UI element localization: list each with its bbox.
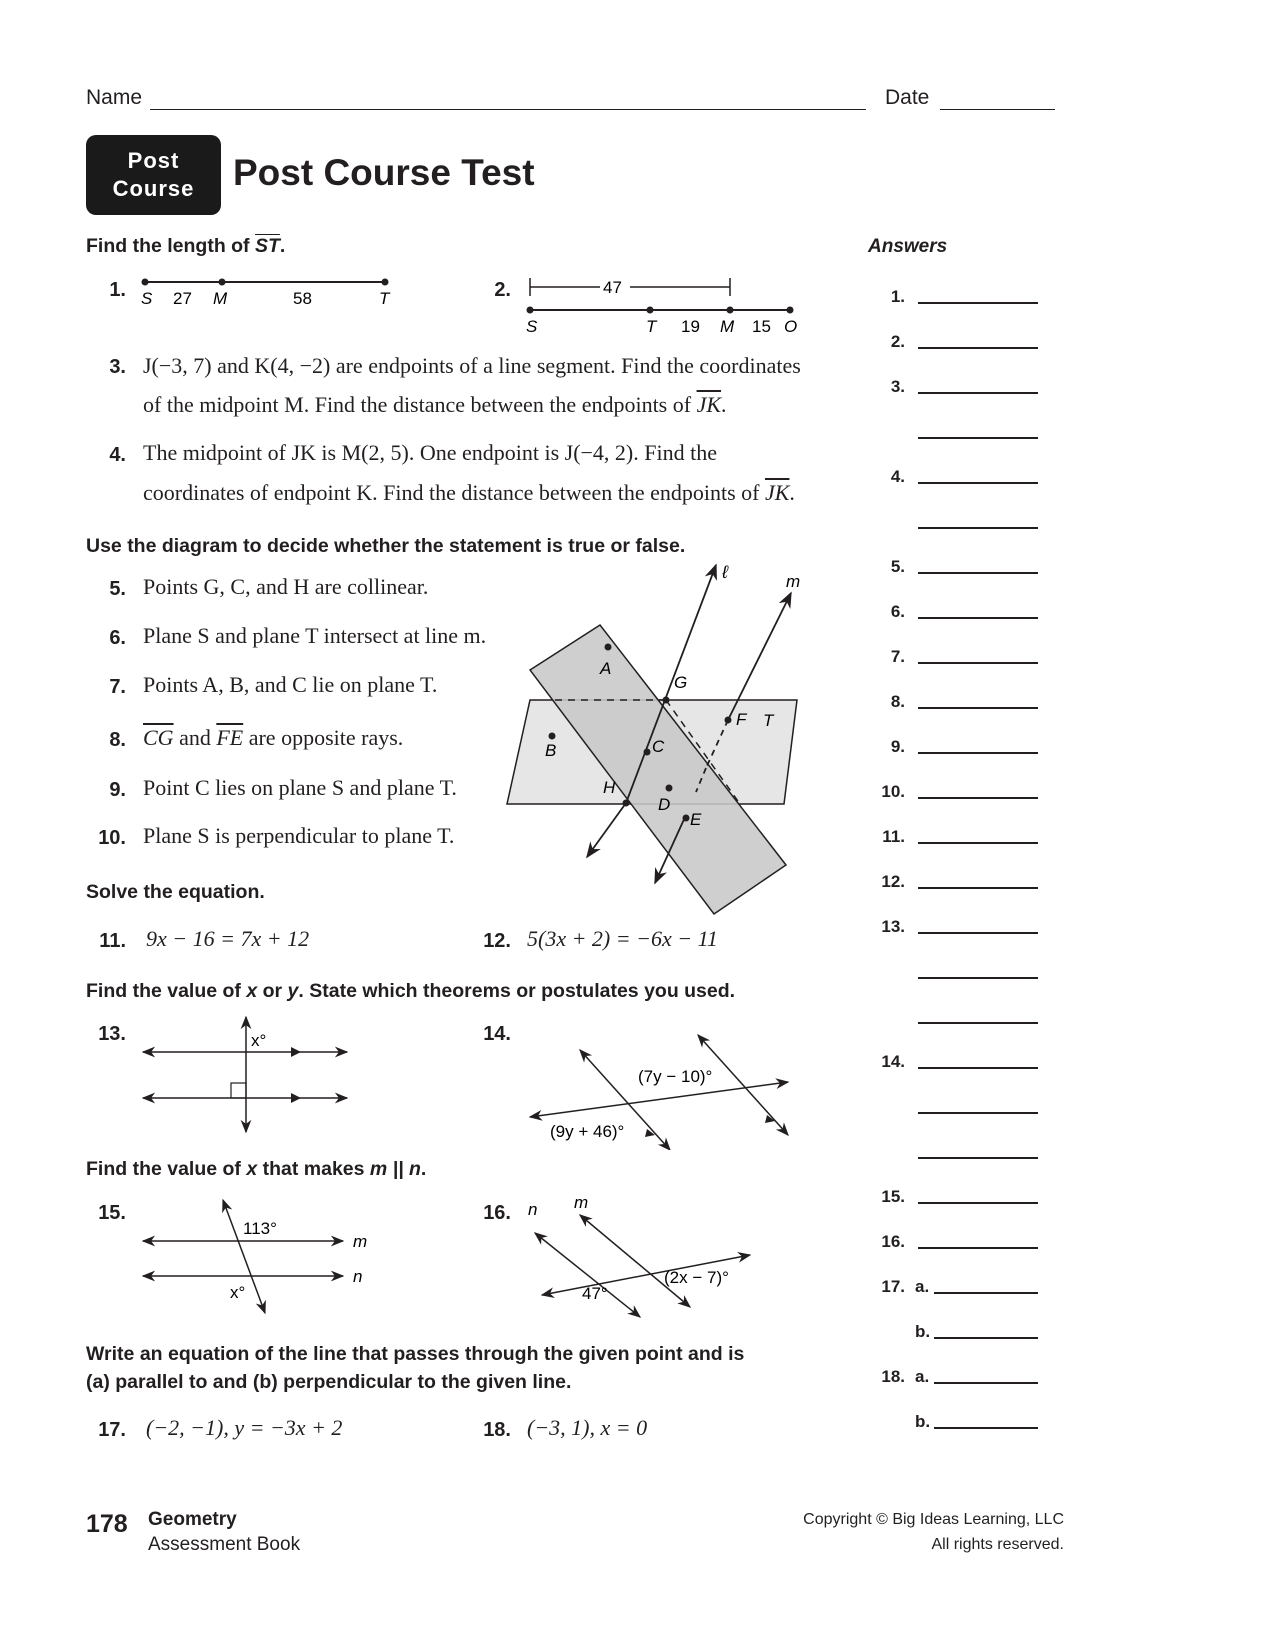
- p16-angle-2x: (2x − 7)°: [664, 1268, 729, 1287]
- answer-label-16: 16.: [881, 1232, 905, 1251]
- page-number: 178: [86, 1510, 128, 1538]
- course-badge: [86, 135, 221, 215]
- label-b: B: [545, 741, 557, 760]
- date-label: Date: [885, 86, 930, 109]
- problem-12-number: 12.: [483, 930, 511, 952]
- p2-label-19: 19: [681, 317, 700, 335]
- answer-label-10: 10.: [881, 782, 905, 801]
- p2-label-15: 15: [752, 317, 771, 335]
- diagram-15: [135, 1195, 385, 1320]
- segment-diagram-1: [135, 270, 395, 312]
- name-label: Name: [86, 86, 143, 109]
- p2-label-47: 47: [603, 278, 622, 297]
- book-subtitle: Assessment Book: [148, 1534, 301, 1555]
- problem-4-number: 4.: [109, 444, 126, 466]
- p15-line-n: n: [353, 1267, 363, 1286]
- problem-1-number: 1.: [109, 279, 126, 301]
- answer-line-12[interactable]: [918, 887, 1038, 889]
- problem-18-text: (−3, 1), x = 0: [527, 1415, 648, 1440]
- answer-18-sub-a: a.: [915, 1367, 930, 1386]
- answer-line-14c[interactable]: [918, 1157, 1038, 1159]
- problem-17-text: (−2, −1), y = −3x + 2: [146, 1415, 343, 1440]
- planes-diagram: [500, 560, 840, 925]
- problem-17-number: 17.: [98, 1419, 126, 1441]
- answer-line-15[interactable]: [918, 1202, 1038, 1204]
- label-e: E: [690, 810, 702, 829]
- label-m: m: [786, 572, 801, 591]
- p1-label-27: 27: [173, 289, 192, 308]
- problem-11-text: 9x − 16 = 7x + 12: [146, 926, 310, 951]
- answer-label-9: 9.: [890, 737, 905, 756]
- problem-8-number: 8.: [109, 729, 126, 751]
- label-d: D: [658, 795, 671, 814]
- answer-label-13: 13.: [881, 917, 905, 936]
- answer-label-17: 17.: [881, 1277, 905, 1296]
- badge-line2: Course: [112, 176, 195, 201]
- problem-18-number: 18.: [483, 1419, 511, 1441]
- copyright-line-1: Copyright © Big Ideas Learning, LLC: [803, 1511, 1064, 1528]
- problem-16-number: 16.: [483, 1202, 511, 1224]
- p1-label-s: S: [141, 289, 153, 308]
- label-t: T: [763, 711, 774, 730]
- answer-line-3b[interactable]: [918, 437, 1038, 439]
- answer-line-9[interactable]: [918, 752, 1038, 754]
- problem-10-number: 10.: [98, 827, 126, 849]
- label-g: G: [674, 673, 688, 692]
- problem-6-text: Plane S and plane T intersect at line m.: [143, 623, 487, 648]
- answer-line-17b[interactable]: [934, 1337, 1038, 1339]
- p14-angle-1: (7y − 10)°: [638, 1067, 713, 1086]
- answer-label-18: 18.: [881, 1367, 905, 1386]
- diagram-16: [520, 1195, 790, 1325]
- p2-label-s: S: [526, 317, 538, 335]
- answer-line-16[interactable]: [918, 1247, 1038, 1249]
- badge-line1: Post: [127, 148, 180, 173]
- answer-line-6[interactable]: [918, 617, 1038, 619]
- answer-line-1[interactable]: [918, 302, 1038, 304]
- p1-label-t: T: [379, 289, 390, 308]
- p15-angle-113: 113°: [243, 1219, 277, 1238]
- section-heading-equation-line-2: (a) parallel to and (b) perpendicular to the given line.: [86, 1371, 572, 1393]
- name-field[interactable]: [150, 109, 866, 110]
- answer-label-4: 4.: [890, 467, 905, 486]
- label-f: F: [736, 710, 747, 729]
- p16-angle-47: 47°: [582, 1284, 608, 1303]
- answer-line-18b[interactable]: [934, 1427, 1038, 1429]
- answer-line-4[interactable]: [918, 482, 1038, 484]
- problem-10-text: Plane S is perpendicular to plane T.: [143, 823, 455, 848]
- problem-5-text: Points G, C, and H are collinear.: [143, 574, 429, 599]
- section-heading-parallel: Find the value of x that makes m || n.: [86, 1158, 427, 1180]
- problem-6-number: 6.: [109, 627, 126, 649]
- answer-line-13[interactable]: [918, 932, 1038, 934]
- answer-line-13b[interactable]: [918, 977, 1038, 979]
- diagram-13: [135, 1012, 355, 1137]
- answer-label-7: 7.: [890, 647, 905, 666]
- p15-line-m: m: [353, 1232, 368, 1251]
- answer-line-5[interactable]: [918, 572, 1038, 574]
- p2-label-m: M: [720, 317, 735, 335]
- answer-line-13c[interactable]: [918, 1022, 1038, 1024]
- answer-line-14b[interactable]: [918, 1112, 1038, 1114]
- label-c: C: [652, 737, 665, 756]
- answer-line-14[interactable]: [918, 1067, 1038, 1069]
- problem-11-number: 11.: [99, 930, 126, 952]
- section-heading-solve: Solve the equation.: [86, 881, 265, 903]
- answer-label-14: 14.: [881, 1052, 905, 1071]
- problem-7-text: Points A, B, and C lie on plane T.: [143, 672, 438, 697]
- p16-line-m: m: [574, 1195, 589, 1212]
- section-heading-diagram: Use the diagram to decide whether the statement is true or false.: [86, 535, 686, 557]
- problem-8-text: $\overline{CG}$ and $\overline{FE}$ are opposite rays.: [143, 725, 404, 750]
- label-l: ℓ: [722, 562, 728, 582]
- problem-7-number: 7.: [109, 676, 126, 698]
- problem-2-number: 2.: [494, 279, 511, 301]
- answer-label-15: 15.: [881, 1187, 905, 1206]
- answer-label-2: 2.: [890, 332, 905, 351]
- answer-18-sub-b: b.: [915, 1412, 931, 1431]
- problem-14-number: 14.: [483, 1023, 511, 1045]
- section-heading-length: Find the length of $\overline{ST}$.: [86, 235, 286, 257]
- answer-line-2[interactable]: [918, 347, 1038, 349]
- problem-9-text: Point C lies on plane S and plane T.: [143, 775, 457, 800]
- p16-line-n: n: [528, 1200, 538, 1219]
- p14-angle-2: (9y + 46)°: [550, 1122, 625, 1141]
- answer-line-8[interactable]: [918, 707, 1038, 709]
- book-title: Geometry: [148, 1509, 237, 1530]
- answer-line-10[interactable]: [918, 797, 1038, 799]
- problem-3-line2: of the midpoint M. Find the distance between the endpoints of $\overline{JK}$.: [143, 392, 727, 417]
- answer-label-3: 3.: [890, 377, 905, 396]
- p1-label-m: M: [213, 289, 228, 308]
- problem-3-number: 3.: [109, 356, 126, 378]
- problem-4-line1: The midpoint of JK is M(2, 5). One endpoint is J(−4, 2). Find the: [143, 440, 717, 465]
- p1-label-58: 58: [293, 289, 312, 308]
- label-a: A: [600, 659, 612, 678]
- date-field[interactable]: [940, 109, 1055, 110]
- problem-4-line2: coordinates of endpoint K. Find the distance between the endpoints of $\overline{JK}$.: [143, 480, 795, 505]
- answer-line-7[interactable]: [918, 662, 1038, 664]
- segment-diagram-2: [520, 275, 810, 335]
- answers-heading: Answers: [868, 236, 948, 257]
- problem-13-number: 13.: [98, 1023, 126, 1045]
- answer-label-5: 5.: [890, 557, 905, 576]
- p15-angle-x: x°: [230, 1283, 246, 1302]
- problem-5-number: 5.: [109, 578, 126, 600]
- p2-label-t: T: [646, 317, 657, 335]
- section-heading-equation-line-1: Write an equation of the line that passes through the given point and is: [86, 1343, 745, 1365]
- answer-line-17a[interactable]: [934, 1292, 1038, 1294]
- diagram-14: [520, 1025, 800, 1150]
- answer-17-sub-b: b.: [915, 1322, 931, 1341]
- page-title: Post Course Test: [233, 152, 535, 193]
- answer-label-8: 8.: [890, 692, 905, 711]
- answer-line-18a[interactable]: [934, 1382, 1038, 1384]
- p2-label-o: O: [784, 317, 798, 335]
- section-heading-value-xy: Find the value of x or y. State which theorems or postulates you used.: [86, 980, 736, 1002]
- answer-line-11[interactable]: [918, 842, 1038, 844]
- answer-label-12: 12.: [881, 872, 905, 891]
- problem-3-line1: J(−3, 7) and K(4, −2) are endpoints of a line segment. Find the coordinates: [143, 353, 801, 378]
- problem-15-number: 15.: [98, 1202, 126, 1224]
- answer-line-4b[interactable]: [918, 527, 1038, 529]
- copyright-line-2: All rights reserved.: [931, 1536, 1064, 1553]
- answer-line-3[interactable]: [918, 392, 1038, 394]
- answer-label-6: 6.: [890, 602, 905, 621]
- p13-angle-x: x°: [251, 1031, 267, 1050]
- problem-9-number: 9.: [109, 779, 126, 801]
- answer-17-sub-a: a.: [915, 1277, 930, 1296]
- answer-label-1: 1.: [890, 287, 905, 306]
- problem-12-text: 5(3x + 2) = −6x − 11: [527, 926, 718, 951]
- label-h: H: [603, 778, 616, 797]
- answer-label-11: 11.: [882, 827, 905, 846]
